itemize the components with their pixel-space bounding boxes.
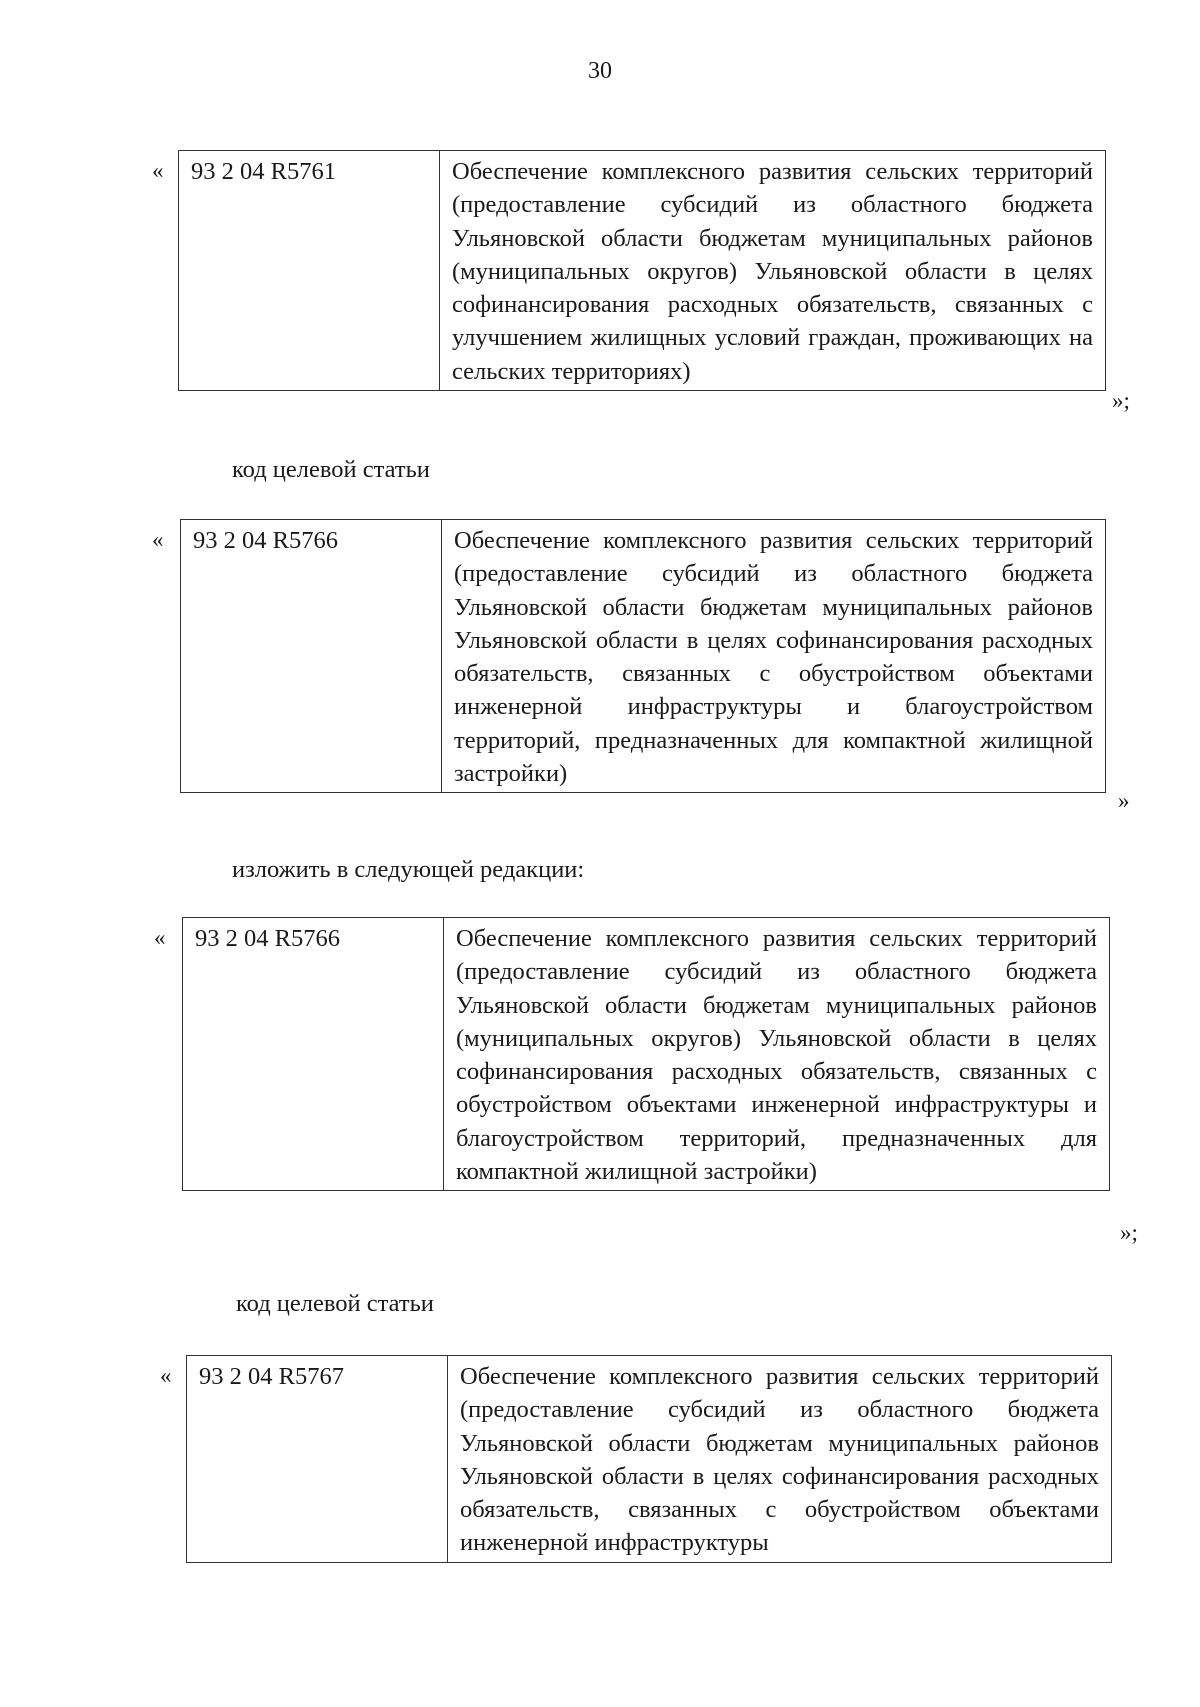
code-table	[180, 519, 1106, 793]
target-article-description: Обеспечение комплексного развития сельских территорий (предоставление субсидий из областного бюджета Ульяновской области бюджетам муниципальных районов (муниципальных округов) Ульяновской области в целях софинансирования расходных обязательств, связанных с обустройством объектами инженерной инфраструктуры и благоустройством территорий, предназначенных для компактной жилищной застройки)	[444, 918, 1110, 1191]
close-quote: »	[1118, 788, 1130, 813]
code-table	[178, 150, 1106, 391]
target-article-code: 93 2 04 R5766	[181, 520, 442, 793]
table-row	[181, 520, 1106, 793]
close-quote: »;	[1120, 1220, 1138, 1245]
target-article-description: Обеспечение комплексного развития сельских территорий (предоставление субсидий из областного бюджета Ульяновской области бюджетам муниципальных районов Ульяновской области в целях софинансирования расходных обязательств, связанных с обустройством объектами инженерной инфраструктуры	[448, 1356, 1112, 1563]
code-table	[186, 1355, 1112, 1563]
target-article-description: Обеспечение комплексного развития сельских территорий (предоставление субсидий из областного бюджета Ульяновской области бюджетам муниципальных районов (муниципальных округов) Ульяновской области в целях софинансирования расходных обязательств, связанных с улучшением жилищных условий граждан, проживающих на сельских территориях)	[440, 151, 1106, 391]
target-article-code: 93 2 04 R5761	[179, 151, 440, 391]
table-row	[179, 151, 1106, 391]
table-row	[187, 1356, 1112, 1563]
table-row	[183, 918, 1110, 1191]
target-article-code: 93 2 04 R5767	[187, 1356, 448, 1563]
paragraph-text: код целевой статьи	[236, 1290, 434, 1317]
target-article-description: Обеспечение комплексного развития сельских территорий (предоставление субсидий из областного бюджета Ульяновской области бюджетам муниципальных районов Ульяновской области в целях софинансирования расходных обязательств, связанных с обустройством объектами инженерной инфраструктуры и благоустройством территорий, предназначенных для компактной жилищной застройки)	[442, 520, 1106, 793]
target-article-code: 93 2 04 R5766	[183, 918, 444, 1191]
code-table	[182, 917, 1110, 1191]
paragraph-text: код целевой статьи	[232, 456, 430, 483]
paragraph-text: изложить в следующей редакции:	[232, 856, 585, 883]
page-number: 30	[588, 58, 612, 84]
open-quote: «	[154, 925, 166, 950]
open-quote: «	[152, 158, 164, 183]
close-quote: »;	[1112, 388, 1130, 413]
open-quote: «	[152, 527, 164, 552]
open-quote: «	[160, 1363, 172, 1388]
